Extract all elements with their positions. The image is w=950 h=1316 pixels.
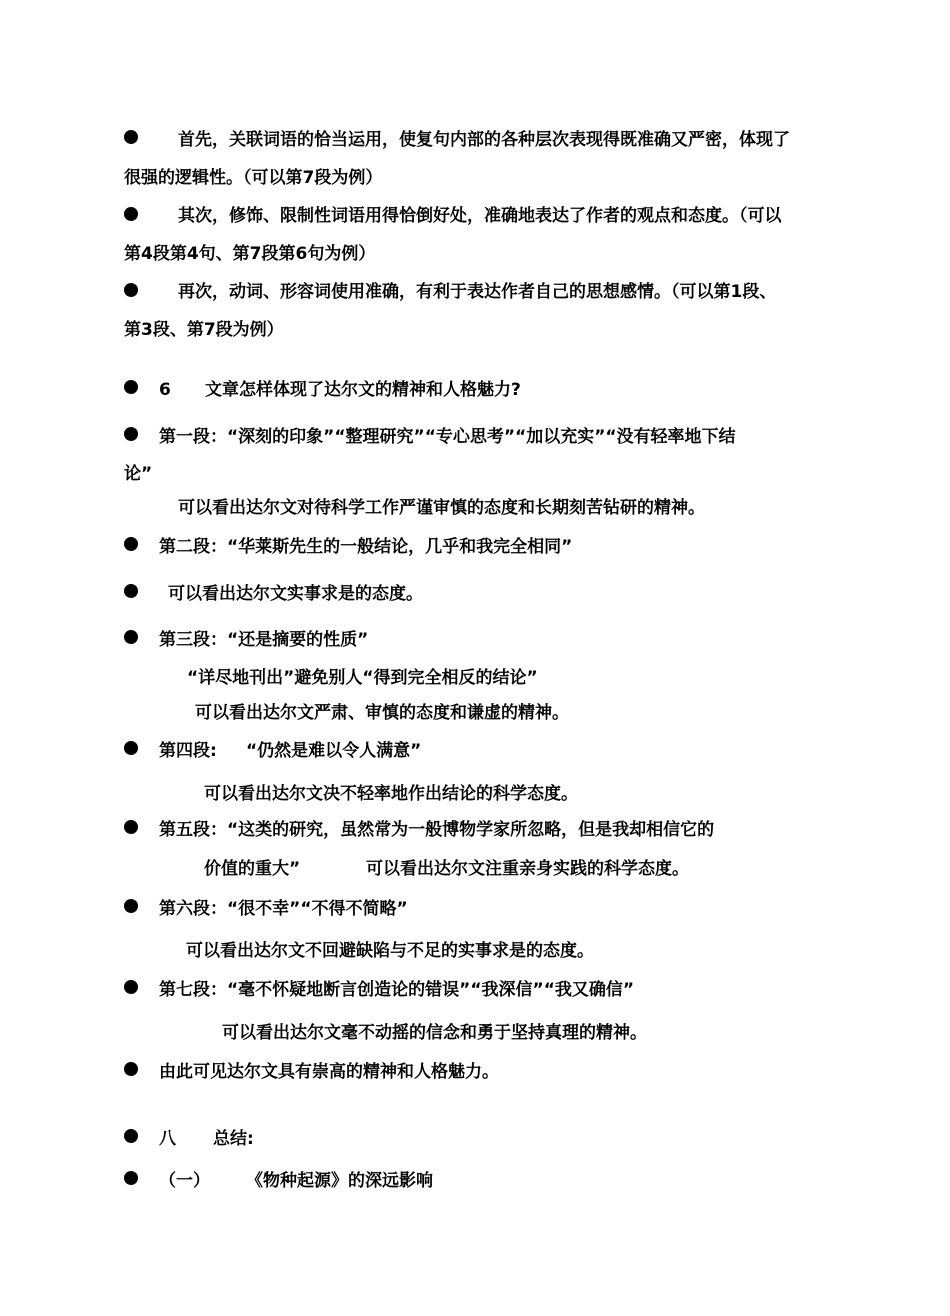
bullet-icon xyxy=(124,427,138,441)
bullet-icon xyxy=(124,283,138,297)
bullet-icon xyxy=(124,820,138,834)
text-line: 由此可见达尔文具有崇高的精神和人格魅力。 xyxy=(159,1062,499,1082)
text-line: 总结: xyxy=(213,1129,254,1149)
text-line: 其次，修饰、限制性词语用得恰倒好处，准确地表达了作者的观点和态度。（可以 xyxy=(178,206,782,226)
text-line: 可以看出达尔文不回避缺陷与不足的实事求是的态度。 xyxy=(186,941,594,961)
text-line: 6 xyxy=(159,380,171,400)
bullet-icon xyxy=(124,899,138,913)
text-line: 第3段、第7段为例） xyxy=(124,320,284,340)
text-line: 第六段：“很不幸”“不得不简略” xyxy=(159,899,408,919)
bullet-icon xyxy=(124,584,138,598)
text-line: 可以看出达尔文对待科学工作严谨审慎的态度和长期刻苦钻研的精神。 xyxy=(178,498,705,518)
bullet-icon xyxy=(124,130,138,144)
text-line: 第4段第4句、第7段第6句为例） xyxy=(124,244,376,264)
bullet-icon xyxy=(124,980,138,994)
text-line: 第一段：“深刻的印象”“整理研究”“专心思考”“加以充实”“没有轻率地下结 xyxy=(159,427,736,447)
text-line: 可以看出达尔文注重亲身实践的科学态度。 xyxy=(366,859,689,879)
text-line: “仍然是难以令人满意” xyxy=(246,741,422,761)
text-line: “详尽地刊出”避免别人“得到完全相反的结论” xyxy=(187,668,538,688)
text-line: （一） xyxy=(159,1171,210,1191)
bullet-icon xyxy=(124,1129,138,1143)
bullet-icon xyxy=(124,1171,138,1185)
bullet-icon xyxy=(124,1062,138,1076)
text-line: 可以看出达尔文毫不动摇的信念和勇于坚持真理的精神。 xyxy=(222,1023,647,1043)
text-line: 第二段：“华莱斯先生的一般结论，几乎和我完全相同” xyxy=(159,537,573,557)
text-line: 论” xyxy=(124,464,153,484)
text-line: 第四段: xyxy=(159,741,217,761)
text-line: 可以看出达尔文决不轻率地作出结论的科学态度。 xyxy=(204,784,578,804)
text-line: 《物种起源》的深远影响 xyxy=(246,1171,433,1191)
bullet-icon xyxy=(124,741,138,755)
text-line: 可以看出达尔文实事求是的态度。 xyxy=(168,584,423,604)
text-line: 第五段：“这类的研究，虽然常为一般博物学家所忽略，但是我却相信它的 xyxy=(159,820,715,840)
text-line: 文章怎样体现了达尔文的精神和人格魅力? xyxy=(205,380,521,400)
text-line: 再次，动词、形容词使用准确，有利于表达作者自己的思想感情。（可以第1段、 xyxy=(178,282,777,302)
text-line: 可以看出达尔文严肃、审慎的态度和谦虚的精神。 xyxy=(195,703,569,723)
text-line: 很强的逻辑性。（可以第7段为例） xyxy=(124,168,383,188)
bullet-icon xyxy=(124,380,138,394)
text-line: 价值的重大” xyxy=(204,859,301,879)
text-line: 第七段：“毫不怀疑地断言创造论的错误”“我深信”“我又确信” xyxy=(159,980,635,1000)
bullet-icon xyxy=(124,630,138,644)
bullet-icon xyxy=(124,207,138,221)
text-line: 八 xyxy=(159,1129,176,1149)
bullet-icon xyxy=(124,537,138,551)
text-line: 首先，关联词语的恰当运用，使复句内部的各种层次表现得既准确又严密，体现了 xyxy=(178,130,790,150)
text-line: 第三段：“还是摘要的性质” xyxy=(159,630,369,650)
